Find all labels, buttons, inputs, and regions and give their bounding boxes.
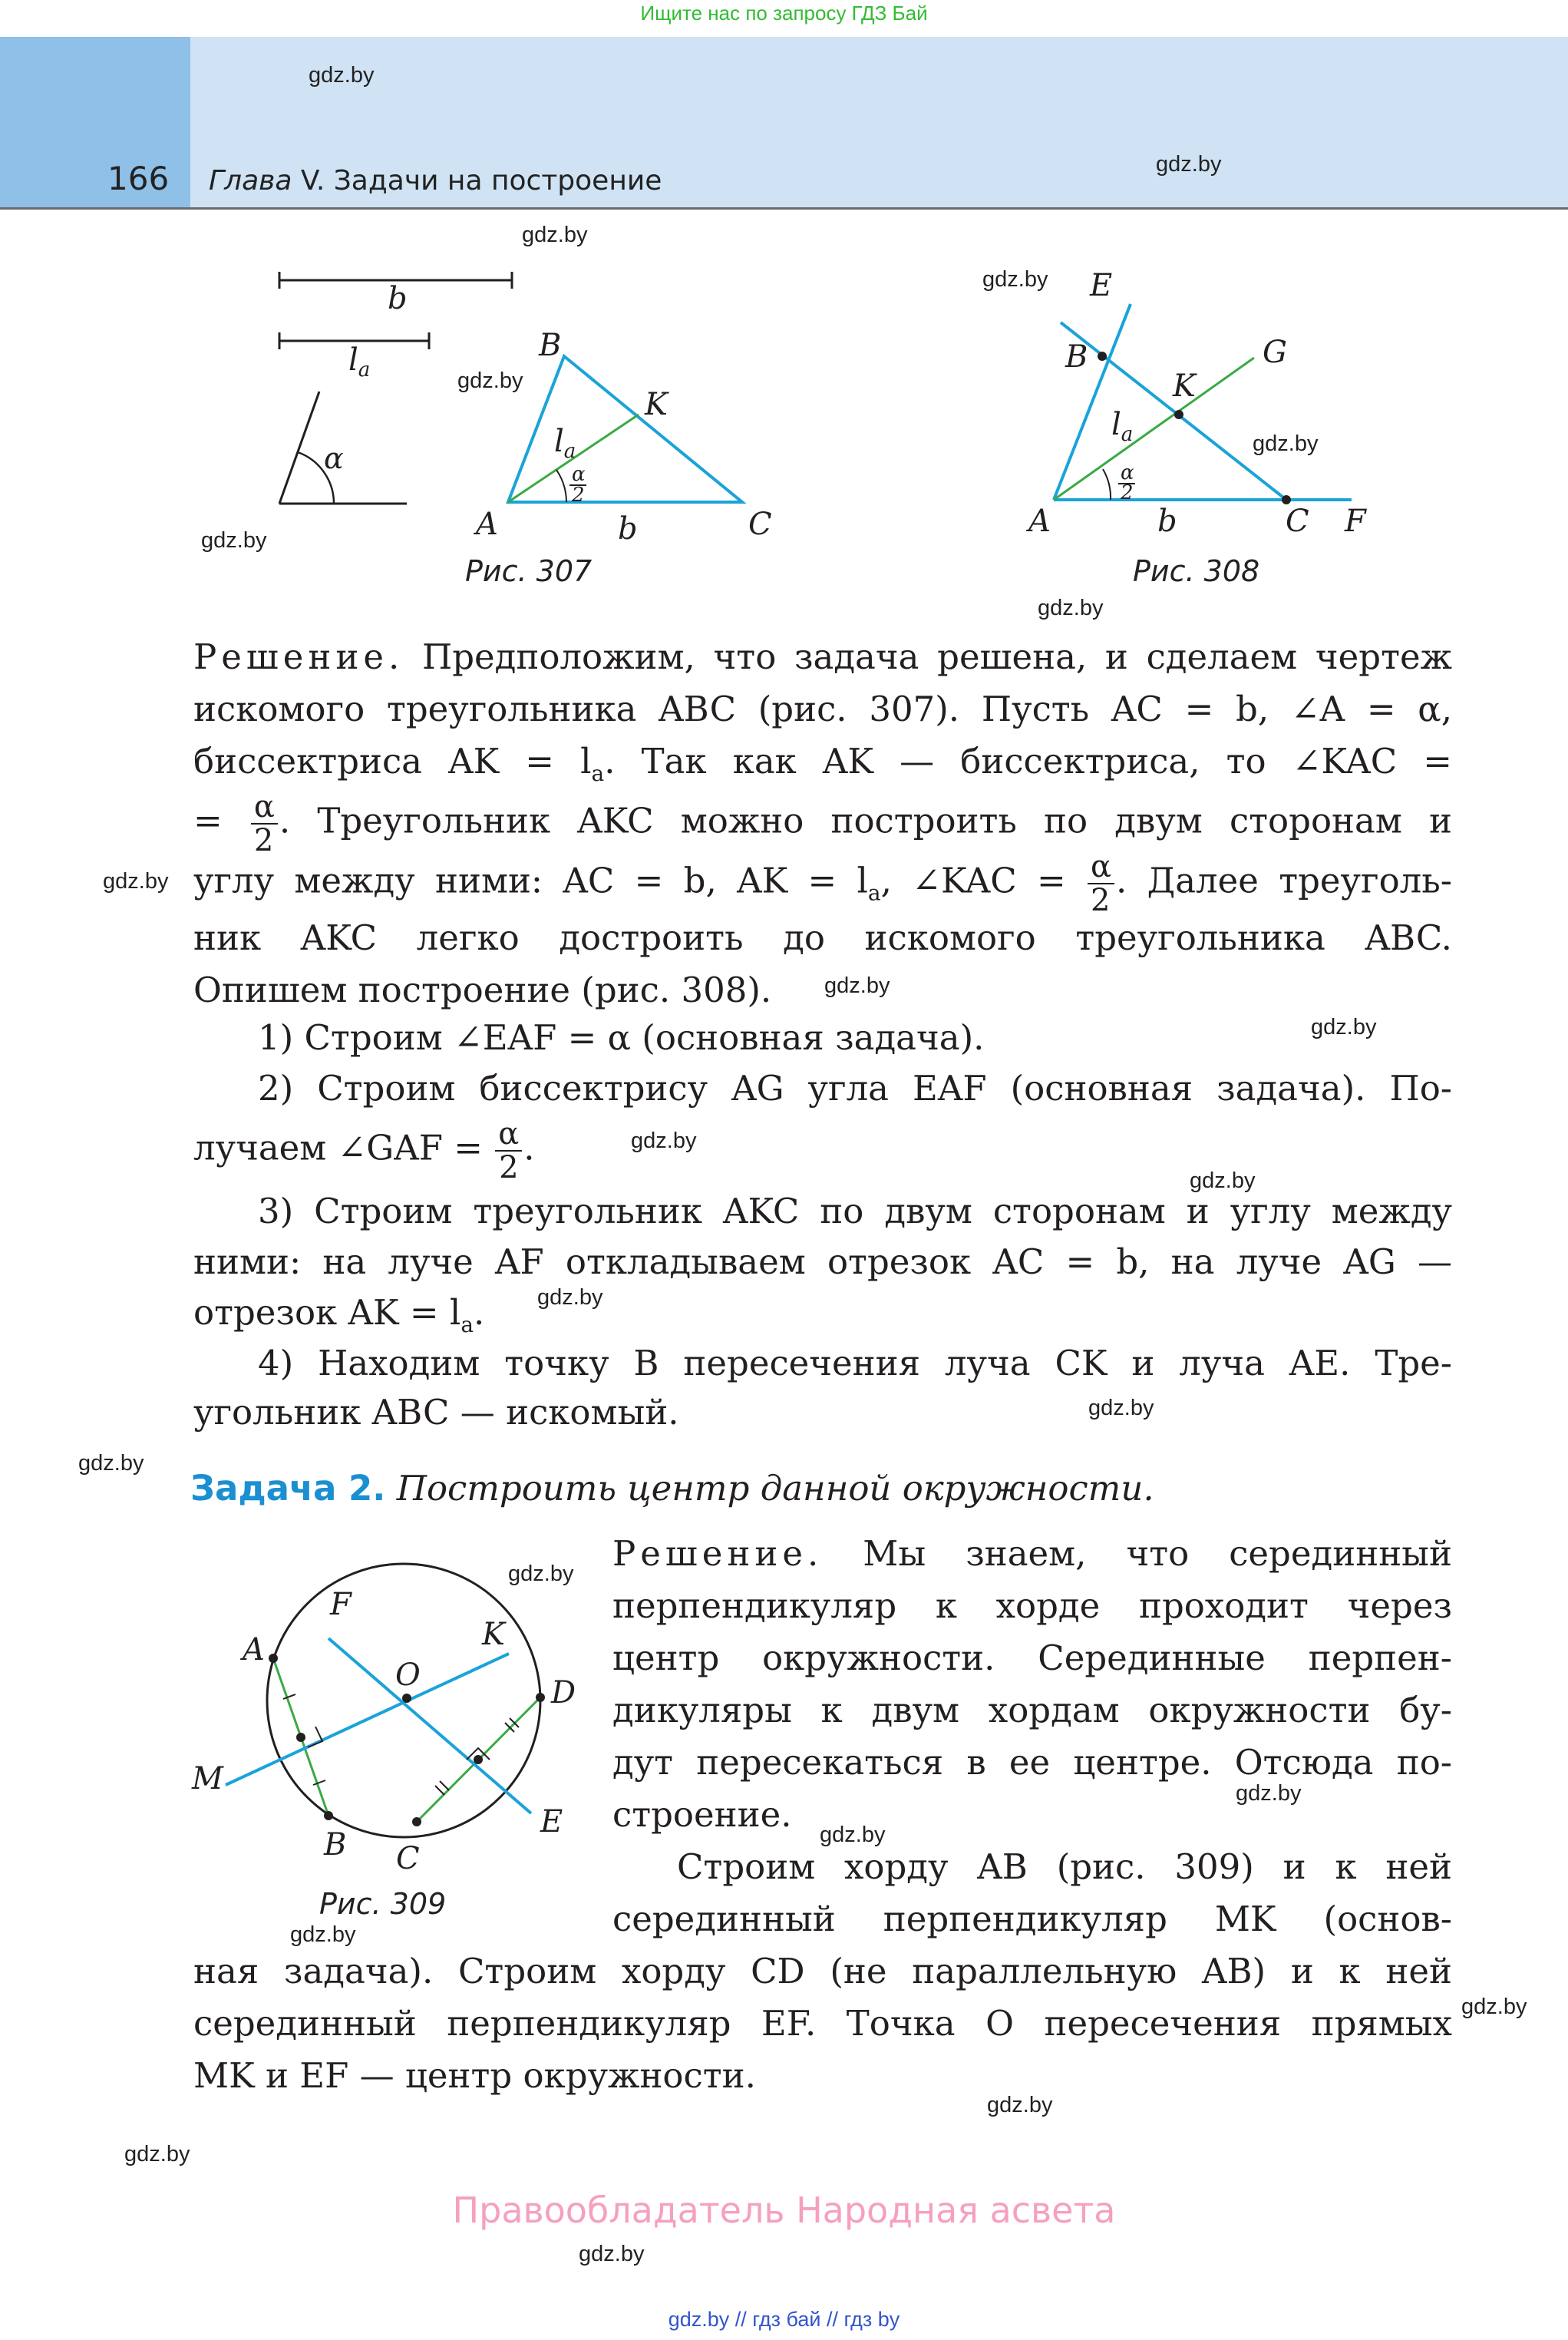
watermark: gdz.by [1038, 596, 1104, 620]
solution2-line-7: Строим хорду AB (рис. 309) и к ней [677, 1846, 1452, 1887]
watermark: gdz.by [124, 2142, 190, 2166]
vertex-C-label: C [748, 507, 772, 542]
vertex-K-label: K [645, 387, 668, 422]
watermark: gdz.by [1311, 1015, 1377, 1039]
footer-links[interactable]: gdz.by // гдз бай // гдз by [668, 2308, 900, 2331]
figure-309 [177, 1535, 606, 1896]
solution1-line-6: ник AKC легко достроить до искомого треугольника ABC. [193, 917, 1452, 958]
top-banner: Ищите нас по запросу ГДЗ Бай [640, 2, 928, 25]
bisector-la-label: $l_a$ [1111, 407, 1134, 446]
fraction-alpha-2 [495, 1118, 522, 1184]
solution1-line-2: искомого треугольника ABC (рис. 307). Пусть AC = b, ∠A = α, [193, 689, 1452, 729]
watermark: gdz.by [522, 223, 588, 247]
side-b-label: b [618, 511, 638, 547]
step-2-line-1: 2) Строим биссектрису AG угла EAF (основная задача). По- [258, 1068, 1452, 1109]
point-D-label: D [551, 1675, 576, 1710]
point-C-label: C [1286, 504, 1309, 539]
watermark: gdz.by [1461, 1995, 1527, 2019]
task-2-label: Задача 2. [190, 1468, 386, 1509]
solution2-line-3: центр окружности. Серединные перпен- [612, 1638, 1452, 1678]
point-B-label: B [1065, 339, 1088, 375]
chapter-word: Глава [209, 165, 292, 197]
watermark: gdz.by [103, 869, 169, 894]
fraction-den: 2 [499, 1150, 519, 1185]
point-K-label: K [482, 1617, 505, 1652]
watermark: gdz.by [820, 1823, 886, 1847]
point-F-label: F [1345, 504, 1366, 539]
watermark: gdz.by [987, 2093, 1053, 2117]
solution-label: Решение. [612, 1533, 824, 1574]
solution2-line-1 [612, 1528, 1452, 1580]
step-3-line-1: 3) Строим треугольник AKC по двум сторонам и углу между [258, 1191, 1452, 1231]
solution2-line-5: дут пересекаться в ее центре. Отсюда по- [612, 1742, 1452, 1783]
fig308-caption: Рис. 308 [1133, 554, 1260, 588]
watermark: gdz.by [824, 973, 890, 998]
figure-308 [998, 261, 1428, 568]
text-span: , ∠KAC = [880, 860, 1086, 901]
point-E-label: E [540, 1804, 563, 1839]
text-span: биссектриса AK = l [193, 741, 592, 782]
text-span: . [523, 1127, 535, 1168]
subscript: a [460, 1312, 474, 1337]
solution1-text: Предположим, что задача решена, и сделаем чертеж [404, 636, 1452, 677]
text-span: . [474, 1292, 485, 1333]
text-span: углу между ними: AC = b, AK = l [193, 860, 868, 901]
center-O-label: O [395, 1658, 421, 1693]
fraction-num: α [251, 791, 278, 825]
point-K-label: K [1173, 369, 1196, 404]
task-2-text: Построить центр данной окружности. [385, 1468, 1154, 1509]
vertex-B-label: B [539, 328, 562, 363]
vertex-A-label: A [476, 507, 498, 542]
angle-alpha-label: α [324, 441, 344, 475]
fraction-alpha-2 [1088, 851, 1114, 917]
half-angle-num: α [572, 463, 586, 486]
text-span: Мы знаем, что серединный [823, 1533, 1452, 1574]
fraction-num: α [1088, 851, 1114, 884]
chapter-rest: V. Задачи на построение [292, 165, 662, 197]
fraction-den: 2 [253, 823, 274, 858]
step-3-line-2: ними: на луче AF откладываем отрезок AC = b, на луче AG — [193, 1241, 1452, 1282]
point-M-label: M [192, 1761, 223, 1796]
text-span: . Так как AK — биссектриса, то ∠KAC = [604, 741, 1452, 782]
segment-la-label: $l_a$ [348, 342, 371, 382]
solution-label: Решение. [193, 636, 404, 677]
watermark: gdz.by [1088, 1396, 1154, 1420]
watermark: gdz.by [537, 1285, 603, 1310]
solution2-line-2: перпендикуляр к хорде проходит через [612, 1585, 1452, 1626]
watermark: gdz.by [1253, 431, 1319, 456]
watermark: gdz.by [579, 2242, 645, 2266]
segment-b-label: b [1157, 504, 1177, 539]
copyright-notice: Правообладатель Народная асвета [452, 2190, 1116, 2231]
solution2-line-11: MK и EF — центр окружности. [193, 2055, 756, 2096]
point-A-label: A [243, 1632, 265, 1667]
solution2-line-10: серединный перпендикуляр EF. Точка O пересечения прямых [193, 2003, 1452, 2044]
watermark: gdz.by [201, 528, 267, 553]
watermark: gdz.by [309, 63, 375, 88]
step-1: 1) Строим ∠EAF = α (основная задача). [258, 1017, 985, 1058]
point-F-label: F [330, 1587, 352, 1622]
watermark: gdz.by [457, 369, 523, 393]
half-angle-den: 2 [1121, 481, 1134, 504]
bisector-la-label: $l_a$ [554, 424, 576, 463]
watermark: gdz.by [631, 1129, 697, 1153]
subscript: a [867, 880, 881, 906]
watermark: gdz.by [1236, 1781, 1302, 1806]
point-B-label: B [324, 1827, 347, 1862]
subscript: a [591, 761, 605, 786]
watermark: gdz.by [78, 1451, 144, 1476]
task-2-heading [190, 1468, 1154, 1509]
fig307-caption: Рис. 307 [465, 554, 593, 588]
chapter-title [209, 165, 662, 197]
page-number: 166 [107, 160, 170, 197]
fraction-den: 2 [1091, 883, 1111, 918]
fig309-caption: Рис. 309 [319, 1887, 447, 1921]
solution1-line-7: Опишем построение (рис. 308). [193, 970, 772, 1010]
watermark: gdz.by [1190, 1168, 1256, 1193]
text-span: . Треугольник AKC можно построить по двум сторонам и [279, 800, 1452, 841]
solution1-line-4 [193, 791, 1452, 857]
fraction-num: α [495, 1118, 522, 1152]
fraction-alpha-2 [251, 791, 278, 857]
watermark: gdz.by [290, 1922, 356, 1947]
text-span: = [193, 800, 249, 841]
solution2-line-6: строение. [612, 1794, 792, 1835]
text-span: отрезок AK = l [193, 1292, 461, 1333]
step-4-line-2: угольник ABC — искомый. [193, 1392, 679, 1433]
text-span: лучаем ∠GAF = [193, 1127, 494, 1168]
solution2-line-9: ная задача). Строим хорду CD (не параллельную AB) и к ней [193, 1951, 1452, 1991]
half-angle-den: 2 [572, 484, 585, 507]
solution1-line-5 [193, 851, 1452, 920]
point-A-label: A [1028, 504, 1051, 539]
point-E-label: E [1090, 268, 1113, 303]
text-span: . Далее треуголь- [1116, 860, 1452, 901]
point-C-label: C [396, 1841, 420, 1876]
solution2-line-8: серединный перпендикуляр MK (основ- [612, 1899, 1452, 1939]
step-2-line-2 [193, 1118, 1452, 1184]
segment-b-label: b [388, 281, 408, 316]
watermark: gdz.by [508, 1562, 574, 1586]
step-4-line-1: 4) Находим точку B пересечения луча CK и луча AE. Тре- [258, 1343, 1452, 1383]
half-angle-num: α [1121, 461, 1134, 484]
solution2-line-4: дикуляры к двум хордам окружности бу- [612, 1690, 1452, 1730]
point-G-label: G [1263, 335, 1287, 370]
watermark: gdz.by [1156, 152, 1222, 177]
watermark: gdz.by [982, 267, 1048, 292]
header-divider [0, 207, 1568, 210]
solution1-line-1 [193, 631, 1452, 683]
